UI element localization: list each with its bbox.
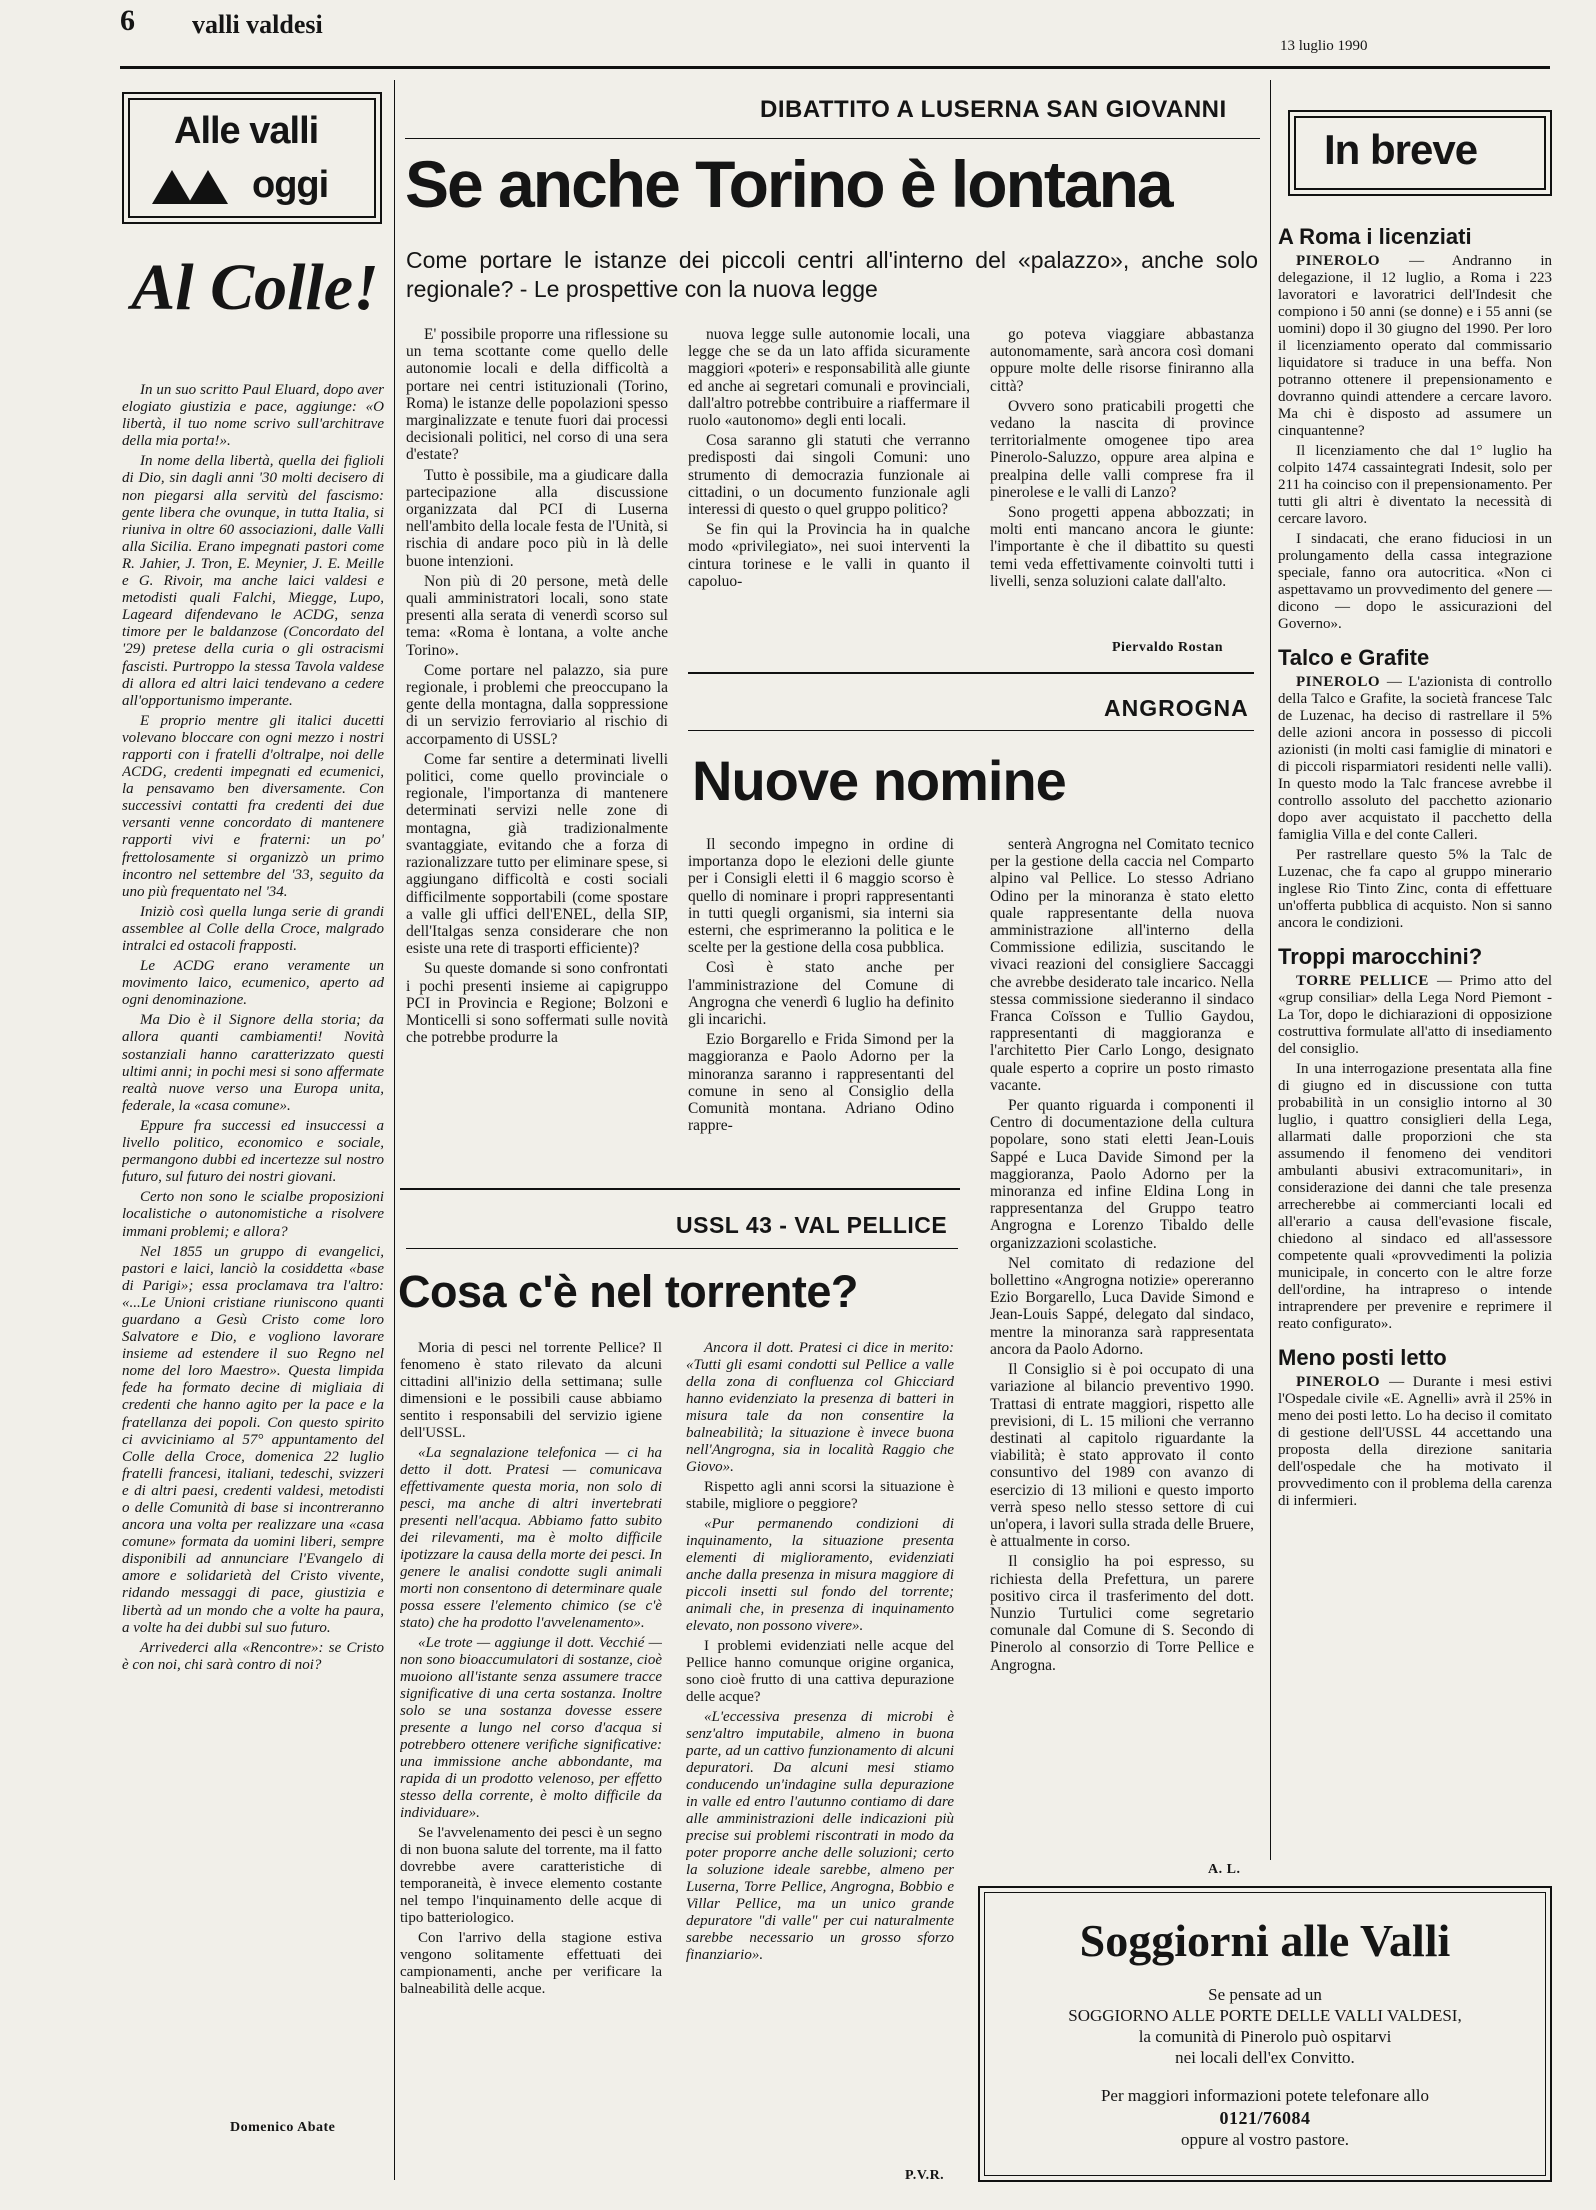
brief-item-paragraph: Il licenziamento che dal 1° luglio ha colpito 1474 cassaintegrati Indesit, solo per 211 ha coinciso con il prepensionamento. Per tutti gli altri è diventato la necessità di cercare lavoro. [1278,443,1552,527]
page-header [120,4,1550,64]
paragraph: Il Consiglio si è poi occupato di una variazione al bilancio preventivo 1990. Trattasi di entrate maggiori, rispetto alle previsioni, di L. 15 milioni che verranno destinati al capitolo riguardante la viabilità; è stato approvato il conto consuntivo del 1989 con avanzo di esercizio di 13 milioni e questo importo verrà speso nello stesso settore di cui un'opera, i lavori sulla strada delle Bruere, è attualmente in corso. [990,1361,1254,1551]
brief-item-title: Meno posti letto [1278,1345,1447,1370]
sidebar-headline: Al Colle! [131,251,379,324]
torino-end-rule [688,672,1254,674]
brief-item-paragraph [1278,674,1552,844]
torrente-signature: P.V.R. [905,2168,945,2183]
paragraph: Su queste domande si sono confrontati i pochi presenti insieme ai capigruppo PCI in Provincia e Regione; Bolzoni e Monticelli si sono soffermati sulle novità che potrebbe produrre la [406,960,668,1047]
header-rule [120,66,1550,69]
paragraph: In un suo scritto Paul Eluard, dopo aver elogiato giustizia e pace, aggiunge: «O libertà, il tuo nome scrivo sull'architrave della mia porta!». [122,382,384,450]
angrogna-kicker: ANGROGNA [1104,695,1249,721]
soggiorni-ad [978,1886,1552,2182]
paragraph: «Le trote — aggiunge il dott. Vecchié — non sono bioaccumulatori di sostanze, cioè muoiono all'istante senza assumere tracce significative di una certa sostanza. Inoltre solo se una sostanza dovesse essere presente a lungo nel corso d'acqua si potrebbero ottenere verifiche significative: una immissione anche abbondante, ma rapida di un prodotto velenoso, per effetto stesso della corrente, è molto difficile da individuare». [400,1635,662,1821]
angrogna-headline: Nuove nomine [692,749,1066,812]
torino-subhead: Come portare le istanze dei piccoli centri all'interno del «palazzo», anche solo regionale? - Le prospettive con la nuova legge [406,247,1258,302]
paragraph: Sono progetti appena abbozzati; in molti enti mancano ancora le giunte: l'importante è che il dibattito su questi temi veda effettivamente coinvolti tutti i livelli, senza soluzioni calate dall'alto. [990,504,1254,590]
paragraph: I problemi evidenziati nelle acque del Pellice hanno comunque origine organica, sono cioè frutto di una cattiva depurazione delle acque? [686,1638,954,1705]
angrogna-kicker-rule [688,730,1254,731]
brief-item-text: — Primo atto del «grup consiliar» della Lega Nord Piemont - La Tor, dopo le dichiarazioni di opposizione costruttiva formulate all'atto di insediamento del consiglio. [1278,973,1552,1057]
brief-item-place: PINEROLO [1296,1374,1390,1390]
ad-title: Soggiorni alle Valli [1079,1915,1451,1966]
ad-info: Per maggiori informazioni potete telefonare allo [1100,2086,1430,2105]
paragraph: Arrivederci alla «Rencontre»: se Cristo è con noi, chi sarà contro di noi? [122,1639,384,1673]
torrente-headline: Cosa c'è nel torrente? [398,1266,858,1317]
paragraph: Nel comitato di redazione del bollettino «Angrogna notizie» opereranno Ezio Borgarello, Luca Davide Simond e Jean-Louis Sappé, delegato dal sindaco, mentre la minoranza sarà rappresentata ancora da Paolo Adorno. [990,1254,1254,1358]
torrente-kicker: USSL 43 - VAL PELLICE [676,1212,948,1238]
brief-item-paragraph: In una interrogazione presentata alla fine di giugno ed in discussione con tutta probabilità in un consiglio intorno al 30 luglio, i quattro consiglieri della Lega, allarmati dalle proporzioni che sta assumendo il fenomeno dei venditori ambulanti abusivi extracomunitari», in considerazione dei danni che tale presenza arrecherebbe ai commercianti locali ed all'erario a causa dell'evasione fiscale, chiedono al sindaco ed all'assessore competente quali «provvedimenti la polizia municipale, in concerto con le altre forze dell'ordine, ha intrapreso o intende intraprendere per prevenire e reprimere il reato configurato». [1278,1061,1552,1332]
paragraph: Tutto è possibile, ma a giudicare dalla partecipazione alla discussione organizzata dal PCI di Luserna nell'ambito della locale festa de l'Unità, si rischia di andare poco più in là delle buone intenzioni. [406,466,668,570]
paragraph: senterà Angrogna nel Comitato tecnico per la gestione della caccia nel Comparto alpino val Pellice. Lo stesso Adriano Odino per la minoranza è stato eletto quale rappresentante della nuova amministrazione all'interno della Commissione edilizia, suscitando le vivaci reazioni del consigliere Saccaggi che avrebbe desiderato tale incarico. Nella stessa commissione siederanno il sindaco Franca Coïsson e Tullio Gaydou, rappresentanti di maggioranza e l'architetto Pier Carlo Longo, designato quale esperto a coprire un posto rimasto vacante. [990,836,1254,1094]
angrogna-signature: A. L. [1208,1862,1241,1877]
brief-item-title: A Roma i licenziati [1278,224,1472,249]
paragraph: Il consiglio ha poi espresso, su richiesta della Prefettura, un parere positivo circa il trasferimento del dott. Nunzio Turtulici come segretario comunale dal Comune di S. Secondo di Pinerolo al consorzio di Torre Pellice e Angrogna. [990,1553,1254,1674]
paragraph: Certo non sono le scialbe proposizioni localistiche o autonomistiche a risolvere immani problemi; e allora? [122,1189,384,1240]
paragraph: «L'eccessiva presenza di microbi è senz'altro imputabile, almeno in buona parte, ad un cattivo funzionamento di alcuni depuratori. Da alcuni mesi stiamo conducendo un'indagine sulla depurazione in valle ed entro l'autunno contiamo di dare alle amministrazioni delle indicazioni più precise sui problemi riscontrati in modo da poter proporre anche delle soluzioni; certo la soluzione ideale sarebbe, almeno per Luserna, Torre Pellice, Angrogna, Bobbio e Villar Pellice, ma un unico grande depuratore "di valle" per cui naturalmente sarebbe necessario un grosso sforzo finanziario». [686,1709,954,1963]
brief-item-title: Troppi marocchini? [1278,944,1483,969]
paragraph: Nel 1855 un gruppo di evangelici, pastori e laici, lanciò la cosiddetta «base di Parigi»; essa proclamava tra l'altro: «...Le Unioni cristiane riuniscono quanti guardano a Gesù Cristo come loro Salvatore e Dio, e vogliono lavorare insieme ad estendere il suo Regno nel nome del loro Maestro». Questa limpida fede ha formato decine di migliaia di credenti che hanno agito per la pace e la fratellanza dei popoli. Con questo spirito ci avviciniamo al 57° appuntamento del Colle della Croce, domenica 22 luglio fratelli francesi, italiani, tedeschi, svizzeri e di altri paesi, credenti valdesi, metodisti o delle Comunità di base si incontreranno ancora una volta per realizzare una «casa comune» formata da uomini liberi, sempre disponibili ad annunciare l'Evangelo di amore e solidarietà del Cristo vivente, ridando messaggi di pace, giustizia e libertà ad un mondo che a volte ha paura, a volte ha dei dubbi sul suo futuro. [122,1243,384,1636]
torino-column-2 [688,326,970,656]
brief-item-text: — Durante i mesi estivi l'Ospedale civile «E. Agnelli» avrà il 25% in meno dei posti letto. Lo ha deciso il comitato di gestione dell'USSL 44 accettando una proposta della direzione sanitaria dell'ospedale che ha motivato il provvedimento con il problema della carenza di infermieri. [1278,1374,1552,1509]
paragraph: Cosa saranno gli statuti che verranno predisposti dai singoli Comuni: uno strumento di democrazia funzionale ai cittadini, o un documento funzionale agli interessi di questo o quel gruppo politico? [688,432,970,519]
torrente-column-1 [400,1340,662,2165]
torrente-kicker-rule [406,1248,958,1249]
ad-closing: oppure al vostro pastore. [1180,2130,1350,2149]
mountains-logo [152,166,232,211]
torrente-column-2 [686,1340,954,2160]
paragraph: Se fin qui la Provincia ha in qualche modo «privilegiato», nei suoi interventi la cintura torinese e le valli in quanto il capoluo- [688,521,970,590]
brief-item-place: TORRE PELLICE [1296,973,1437,989]
paragraph: Iniziò così quella lunga serie di grandi assemblee al Colle della Croce, malgrado intralci ed ostacoli frapposti. [122,903,384,954]
ad-line: nei locali dell'ex Convitto. [1175,2048,1355,2067]
paragraph: «La segnalazione telefonica — ci ha detto il dott. Pratesi — comunicava effettivamente questa moria, non solo di pesci, ma anche di altri invertebrati presenti nell'acqua. Abbiamo fatto subito dei rilevamenti, ma è molto difficile ipotizzare la causa della morte dei pesci. In genere le analisi condotte sugli animali morti non consentono di determinare quale possa essere l'elemento chimico (se c'è stato) che ha prodotto l'avvelenamento». [400,1445,662,1631]
paragraph: Non più di 20 persone, metà delle quali amministratori locali, sono state presenti alla serata di venerdì scorso sul tema: «Roma è lontana, a volte anche Torino». [406,572,668,659]
ad-body [980,1984,1550,2068]
angrogna-column-2 [990,836,1254,1856]
paragraph: Come far sentire a determinati livelli politici, come quello provinciale o regionale, l'importanza di mantenere determinati servizi nelle zone di montagna, già tradizionalmente svantaggiate, evitando che a forza di razionalizzare tutto per eliminare spese, si aggiungano difficoltà e costi sociali difficilmente sopportabili (come spostare a valle gli uffici dell'ENEL, della SIP, dell'Italgas senza considerare che non esiste una rete di trasporti efficiente)? [406,750,668,958]
brief-item-paragraph [1278,1374,1552,1510]
paragraph: Le ACDG erano veramente un movimento laico, ecumenico, aperto ad ogni denominazione. [122,958,384,1009]
ad-line: Se pensate ad un [1208,1985,1322,2004]
sidebar-article-body [122,382,384,2107]
paragraph: Con l'arrivo della stagione estiva vengono solitamente effettuati dei campionamenti, anche per verificare la balneabilità delle acque. [400,1930,662,1997]
paragraph: E' possibile proporre una riflessione su un tema scottante come quello delle autonomie locali e della difficoltà a portare nei centri istituzionali (Torino, Roma) le istanze delle popolazioni spesso marginalizzate e tenute fuori dai processi decisionali politici, nel corso di una sera d'estate? [406,326,668,464]
paragraph: Per quanto riguarda i componenti il Centro di documentazione della cultura popolare, sono stati eletti Jean-Louis Sappé e Luca Davide Simond per la maggioranza, Paolo Adorno per la minoranza ed infine Eldina Long in rappresentanza del Gruppo teatro Angrogna e Lorenzo Tibaldo delle organizzazioni scolastiche. [990,1097,1254,1252]
brief-item-paragraph: I sindacati, che erano fiduciosi in un prolungamento della cassa integrazione speciale, fanno ora autocritica. «Non ci aspettavamo un provvedimento del genere — dicono — dopo le assicurazioni del Governo». [1278,531,1552,632]
paragraph: Ovvero sono praticabili progetti che vedano la nascita di province territorialmente omogenee tipo area Pinerolo-Saluzzo, oppure area alpina e prealpina delle valli comprese fra il pinerolese e le valli di Lanzo? [990,397,1254,501]
alle-valli-box [122,92,382,224]
paragraph: nuova legge sulle autonomie locali, una legge che se da un lato affida sicuramente maggiori «poteri» e responsabilità alle giunte ed anche ai segretari comunali e provinciali, dall'altro potrebbe contribuire a riaffermare il ruolo «autonomo» degli enti locali. [688,326,970,430]
sidebar-divider [394,80,395,2180]
torino-column-3 [990,326,1254,626]
paragraph: In nome della libertà, quella dei figlioli di Dio, sin dagli anni '30 molti decisero di non piegarsi alla servitù del fascismo: gente libera che ovunque, in tutta Italia, si riuniva in oltre 60 associazioni, dalle Valli alla Sicilia. Erano impegnati pastori come R. Jahier, J. Tron, E. Meynier, J. E. Meille e G. Rivoir, ma anche laici valdesi e metodisti quali Falchi, Miegge, Lupo, Lageard difendevano le ACDG, senza timore per le baldanzose (Concordato del '29) pretese della curia o gli ostracismi fascisti. Purtroppo la stessa Tavola valdese di allora ed altri laici tendevano a cedere all'opportunismo imperante. [122,453,384,709]
paragraph: Moria di pesci nel torrente Pellice? Il fenomeno è stato rilevato da alcuni cittadini all'inizio della settimana; sulle dimensioni e le possibili cause abbiamo sentito i responsabili del servizio igiene dell'USSL. [400,1340,662,1441]
brief-item-paragraph [1278,253,1552,440]
ad-phone: 0121/76084 [1219,2108,1311,2128]
brief-item-place: PINEROLO [1296,674,1387,690]
paragraph: go poteva viaggiare abbastanza autonomamente, sarà ancora così domani oppure molte delle risorse finiranno alla città? [990,326,1254,395]
ad-line: SOGGIORNO ALLE PORTE DELLE VALLI VALDESI, [1068,2006,1462,2025]
ad-line: la comunità di Pinerolo può ospitarvi [1138,2027,1392,2046]
paragraph: Come portare nel palazzo, sia pure regionale, i problemi che preoccupano la gente della montagna, dalla soppressione di un servizio ferroviario al rischio di accorpamento di USSL? [406,661,668,748]
brief-item-paragraph: Per rastrellare questo 5% la Talc de Luzenac, che fa capo al gruppo minerario inglese Rio Tinto Zinc, conta di effettuare un'offerta pubblica di acquisto. Non si sanno ancora le condizioni. [1278,847,1552,931]
paragraph: Ancora il dott. Pratesi ci dice in merito: «Tutti gli esami condotti sul Pellice a valle della zona di confluenza col Ghicciard hanno evidenziato la presenza di batteri in misura tale da non consentire la balneabilità; la situazione è invece buona nell'Angrogna, sia in località Raggio che Giovo». [686,1340,954,1475]
torino-column-1 [406,326,668,1186]
torino-kicker-rule [405,138,1260,139]
paragraph: «Pur permanendo condizioni di inquinamento, la situazione presenta elementi di miglioramento, evidenziati anche dalla presenza in misura maggiore di piccoli insetti sul fondo del torrente; animali che, in presenza di inquinamento elevato, non possono vivere». [686,1516,954,1634]
paragraph: Se l'avvelenamento dei pesci è un segno di non buona salute del torrente, ma il fatto dovrebbe avere caratteristiche di temporaneità, è invece elemento costante nel tempo l'inquinamento delle acque di tipo batteriologico. [400,1825,662,1926]
torrente-top-rule [400,1188,960,1190]
torino-headline: Se anche Torino è lontana [405,147,1172,221]
paragraph: Eppure fra successi ed insuccessi a livello politico, economico e sociale, permangono dubbi ed incertezze sul nostro futuro, sul futuro dei nostri giovani. [122,1117,384,1186]
in-breve-title: In breve [1324,126,1478,173]
torino-kicker: DIBATTITO A LUSERNA SAN GIOVANNI [760,96,1227,123]
in-breve-column [1278,224,1552,1874]
brief-item-paragraph [1278,973,1552,1058]
torino-signature: Piervaldo Rostan [1112,640,1224,655]
brief-item-text: — L'azionista di controllo della Talco e Grafite, la società francese Talc de Luzenac, ha deciso di rastrellare il 5% delle azioni ancora in possesso di piccoli azionisti (in molti casi famiglie di minatori e di piccoli risparmiatori residenti nelle valli). In questo modo la Talc francese avrebbe il controllo assoluto del pacchetto azionario dopo aver acquistato il pacchetto della famiglia Villa e del conte Calleri. [1278,674,1552,843]
issue-date: 13 luglio 1990 [1280,38,1368,54]
box-title-line1: Alle valli [174,110,319,152]
page-number: 6 [120,4,135,37]
brief-item-title: Talco e Grafite [1278,645,1430,670]
paper-name: valli valdesi [192,10,323,39]
sidebar-signature: Domenico Abate [230,2120,336,2135]
paragraph: E proprio mentre gli italici ducetti volevano bloccare con ogni mezzo i nostri rapporti con i fratelli d'oltralpe, noi delle ACDG, credenti impegnati ed ecumenici, la pensavamo ben diversamente. Con successivi contatti fra credenti dei due versanti venne concordato di mantenere rapporti vivi e fraterni: un po' frettolosamente si organizzò un primo incontro nel settembre del '33, seguito da uno più frequentato nel '34. [122,712,384,900]
in-breve-box [1288,110,1552,196]
brief-divider [1270,80,1271,1860]
brief-item-text: — Andranno in delegazione, il 12 luglio, a Roma i 223 lavoratori e lavoratrici dell'Indesit che compiono i 50 anni (se donne) e i 55 anni (se uomini) dopo il 30 giugno del 1990. Per loro il licenziamento operato dal commissario liquidatore si traduce in una beffa. Non potranno ottenere il prepensionamento e dovranno quindi attendere a cercare lavoro. Ma chi è disposto ad assumere un cinquantenne? [1278,253,1552,439]
paragraph: Ma Dio è il Signore della storia; da allora quanti cambiamenti! Novità sostanziali hanno caratterizzato questi ultimi anni; in pochi mesi si sono affermate realtà nuove verso una Europa unita, federale, la «casa comune». [122,1012,384,1114]
box-title-line2: oggi [252,164,329,206]
paragraph: Così è stato anche per l'amministrazione del Comune di Angrogna che venerdì 6 luglio ha definito gli incarichi. [688,959,954,1029]
angrogna-column-1 [688,836,954,1178]
paragraph: Il secondo impegno in ordine di importanza dopo le elezioni delle giunte per i Consigli eletti il 6 maggio scorso è quello di nominare i propri rappresentanti in tutti quegli organismi, sia interni sia esterni, che esprimeranno la politica e le scelte per la gestione della cosa pubblica. [688,836,954,957]
brief-item-place: PINEROLO [1296,253,1410,269]
paragraph: Ezio Borgarello e Frida Simond per la maggioranza e Paolo Adorno per la minoranza saranno i rappresentanti del comune in seno al Consiglio della Comunità montana. Adriano Odino rappre- [688,1031,954,1135]
paragraph: Rispetto agli anni scorsi la situazione è stabile, migliore o peggiore? [686,1479,954,1512]
